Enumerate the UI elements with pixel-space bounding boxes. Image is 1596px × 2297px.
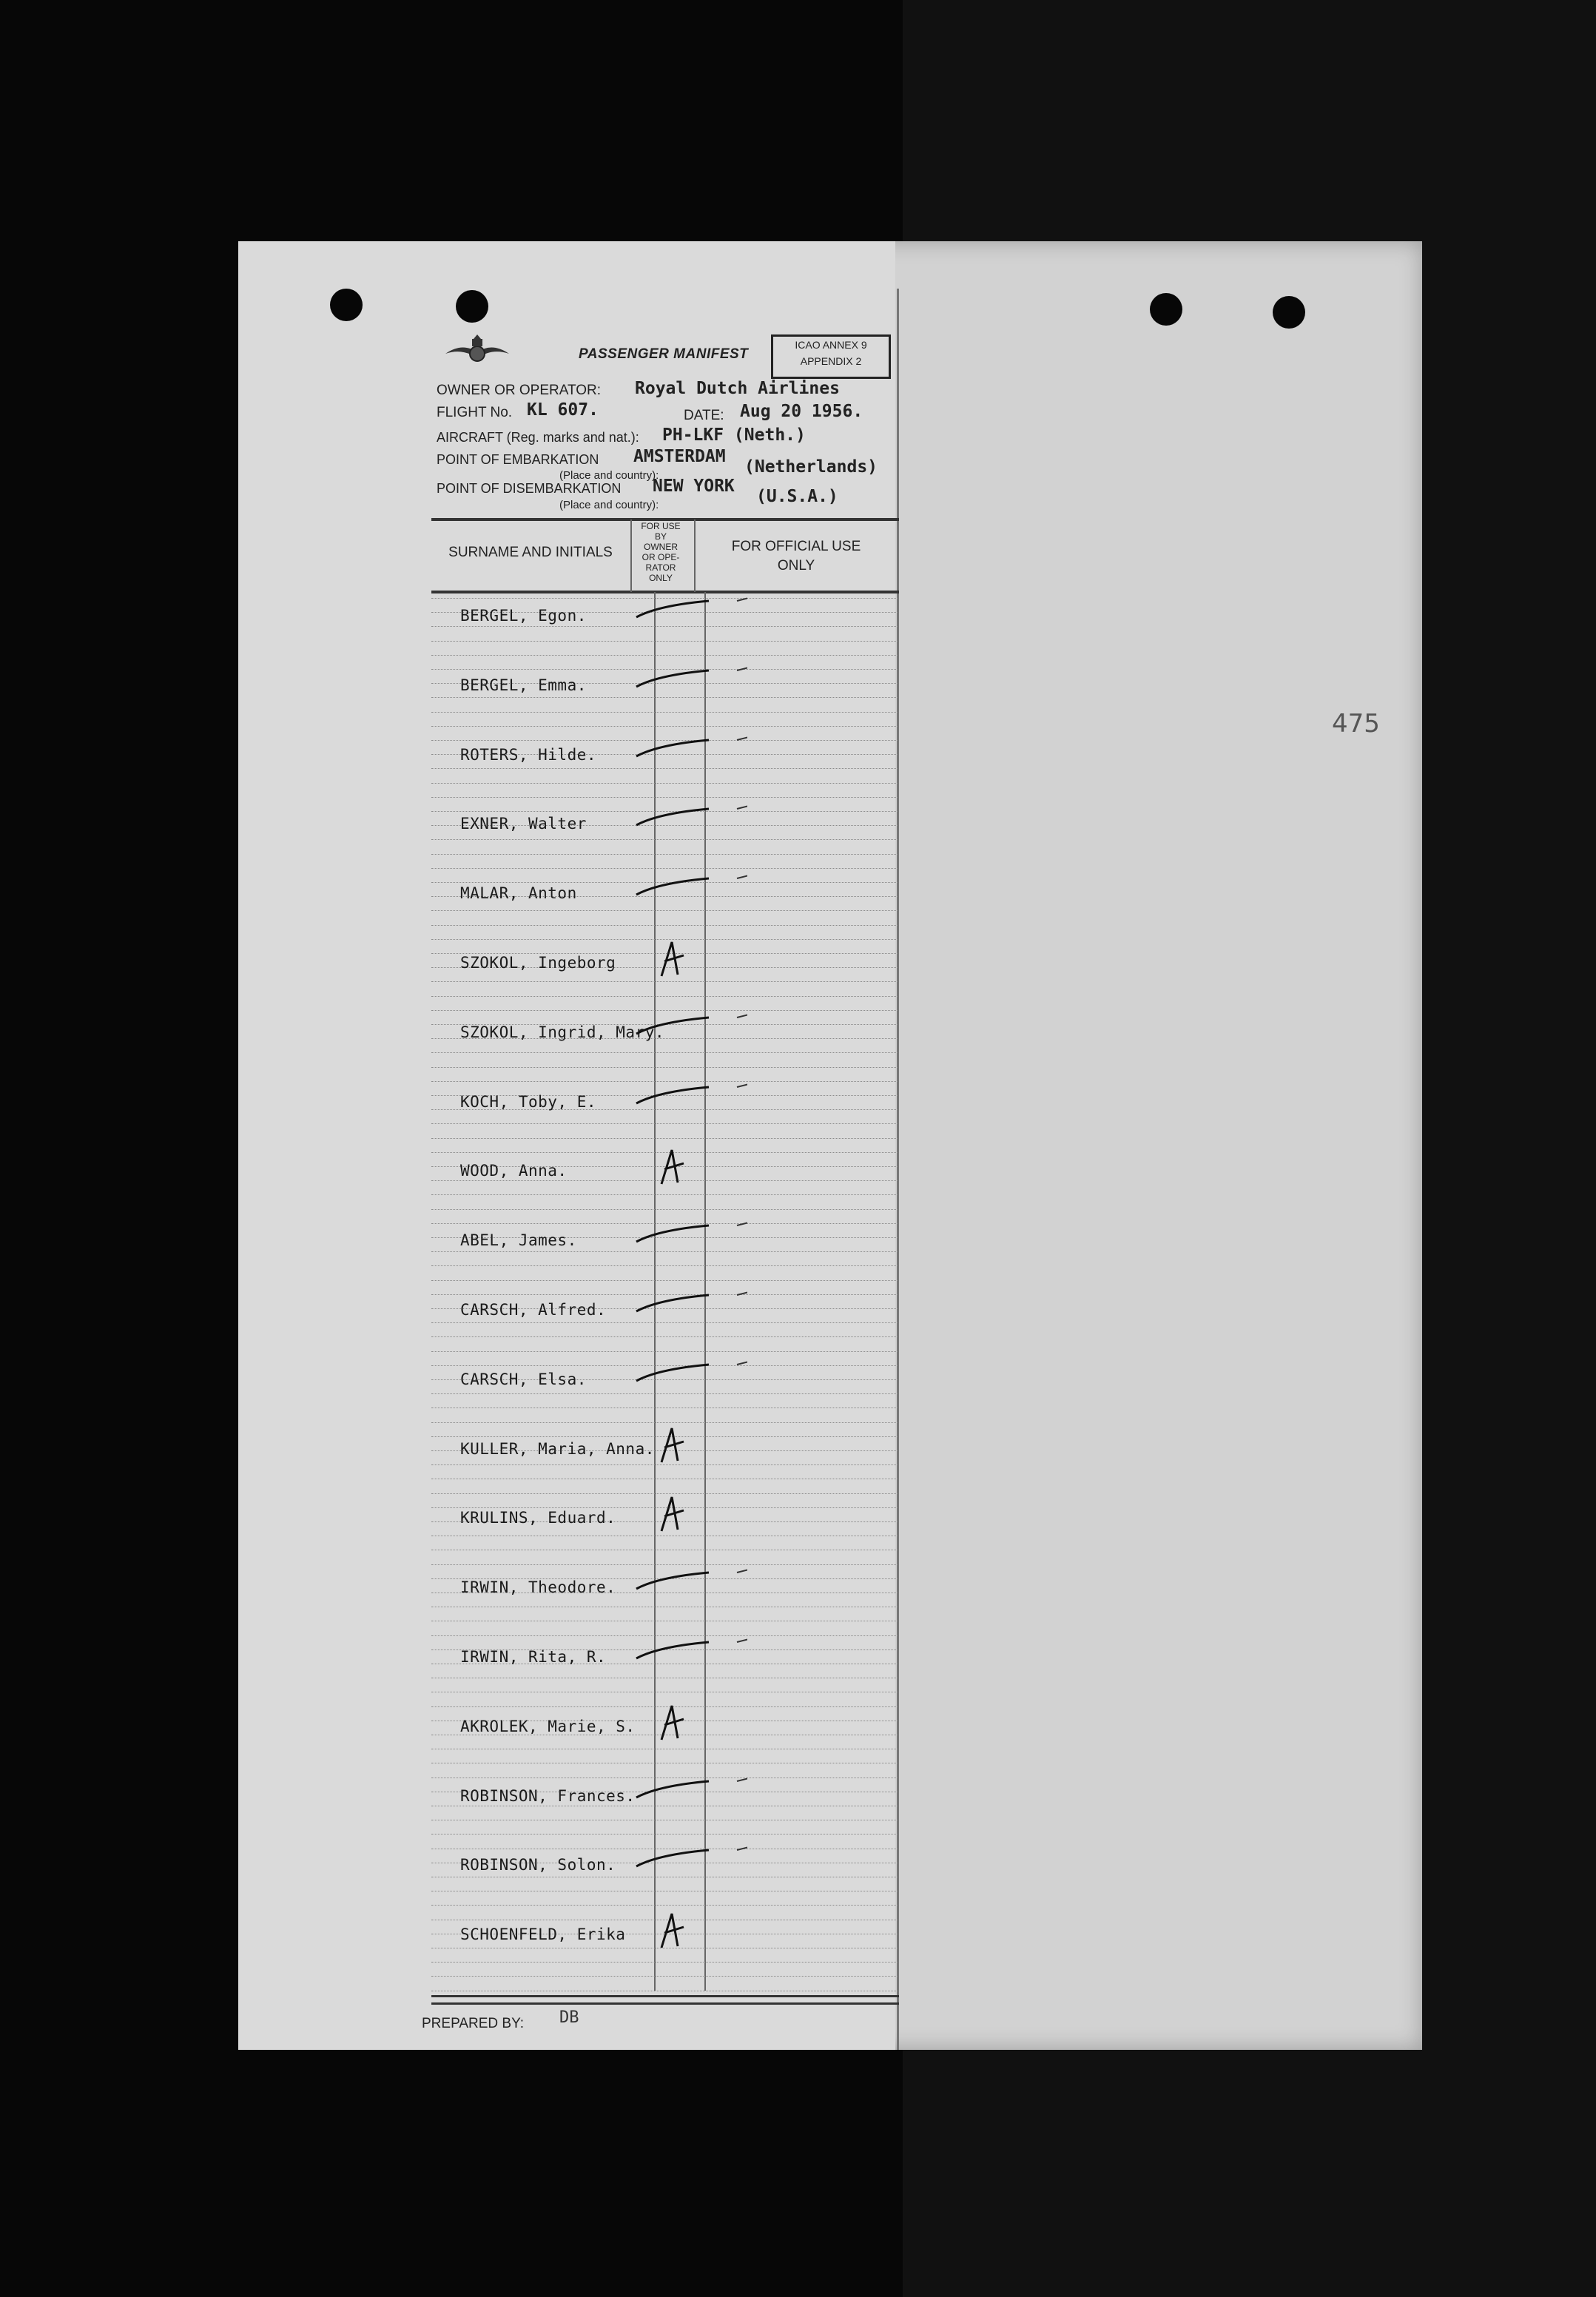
ruled-line <box>431 1123 898 1124</box>
check-mark <box>629 1285 747 1329</box>
official-use-line: ONLY <box>777 558 815 574</box>
check-mark <box>629 868 747 912</box>
ruled-line <box>431 1209 898 1210</box>
handwritten-a-mark <box>629 1701 747 1746</box>
disembarkation-value: NEW YORK <box>653 477 735 496</box>
disembarkation-country: (U.S.A.) <box>756 487 838 506</box>
owner-label: OWNER OR OPERATOR: <box>437 383 602 398</box>
passenger-name: BERGEL, Emma. <box>460 676 587 694</box>
owner-use-line: RATOR <box>645 562 676 573</box>
ruled-line <box>431 1052 898 1053</box>
official-use-column-header <box>696 537 897 576</box>
punch-hole <box>1273 296 1305 329</box>
check-mark <box>629 1077 747 1121</box>
ruled-line <box>431 1280 898 1281</box>
passenger-name: ABEL, James. <box>460 1231 577 1249</box>
ruled-line <box>431 726 898 727</box>
check-mark <box>629 1354 747 1399</box>
embarkation-value: AMSTERDAM <box>633 447 726 466</box>
handwritten-a-mark <box>629 938 747 982</box>
ruled-line <box>431 1336 898 1337</box>
official-use-line: FOR OFFICIAL USE <box>731 539 861 554</box>
table-bottom-rule <box>431 1995 899 1997</box>
ruled-line <box>431 1962 898 1963</box>
annex-line-2: APPENDIX 2 <box>800 355 862 367</box>
ruled-line <box>431 925 898 926</box>
ruled-line <box>431 712 898 713</box>
passenger-name: IRWIN, Theodore. <box>460 1578 616 1596</box>
passenger-name: EXNER, Walter <box>460 815 587 833</box>
ruled-line <box>431 1351 898 1352</box>
ruled-line <box>431 641 898 642</box>
handwritten-a-mark <box>629 1909 747 1954</box>
ruled-line <box>431 996 898 997</box>
ruled-line <box>431 1194 898 1195</box>
owner-use-line: ONLY <box>649 573 673 583</box>
passenger-name: ROBINSON, Frances. <box>460 1787 636 1805</box>
surname-column-header: SURNAME AND INITIALS <box>448 545 613 560</box>
embarkation-country: (Netherlands) <box>744 457 878 477</box>
check-mark <box>629 798 747 843</box>
punch-hole <box>456 290 488 323</box>
embarkation-label: POINT OF EMBARKATION <box>437 452 599 467</box>
owner-use-line: OR OPE- <box>642 552 680 562</box>
disembarkation-label: POINT OF DISEMBARKATION <box>437 481 622 496</box>
ruled-line <box>431 797 898 798</box>
page-number: 475 <box>1332 709 1380 739</box>
ruled-line <box>431 1265 898 1266</box>
passenger-name: IRWIN, Rita, R. <box>460 1648 607 1666</box>
aircraft-label: AIRCRAFT (Reg. marks and nat.): <box>437 430 639 445</box>
passenger-name: KULLER, Maria, Anna. <box>460 1440 655 1458</box>
check-mark <box>629 1007 747 1052</box>
ruled-line <box>431 1905 898 1906</box>
passenger-name: ROTERS, Hilde. <box>460 746 597 764</box>
date-label: DATE: <box>684 408 724 423</box>
handwritten-a-mark <box>629 1493 747 1537</box>
check-mark <box>629 1771 747 1815</box>
passenger-name: AKROLEK, Marie, S. <box>460 1718 636 1735</box>
table-bottom-rule <box>431 2002 899 2005</box>
ruled-line <box>431 1976 898 1977</box>
owner-use-line: BY <box>654 531 667 542</box>
passenger-name: SZOKOL, Ingrid, Mary. <box>460 1023 665 1041</box>
check-mark <box>629 1215 747 1260</box>
owner-value: Royal Dutch Airlines <box>635 379 840 398</box>
aircraft-value: PH-LKF (Neth.) <box>662 426 806 445</box>
handwritten-a-mark <box>629 1424 747 1468</box>
ruled-line <box>431 854 898 855</box>
place-note-2: (Place and country): <box>559 499 659 511</box>
manifest-form-area <box>238 241 895 2050</box>
date-value: Aug 20 1956. <box>740 402 863 421</box>
punch-hole <box>330 289 363 321</box>
form-title: PASSENGER MANIFEST <box>579 346 749 362</box>
punch-hole <box>1150 293 1182 326</box>
passenger-name: BERGEL, Egon. <box>460 607 587 625</box>
form-right-border <box>897 289 899 2050</box>
owner-use-line: OWNER <box>644 542 678 552</box>
passenger-name: ROBINSON, Solon. <box>460 1856 616 1874</box>
ruled-line <box>431 1067 898 1068</box>
passenger-name: KRULINS, Eduard. <box>460 1509 616 1527</box>
ruled-line <box>431 783 898 784</box>
ruled-line <box>431 1138 898 1139</box>
icao-annex-box <box>771 334 891 379</box>
flight-value: KL 607. <box>527 400 599 420</box>
check-mark <box>629 1632 747 1676</box>
flight-label: FLIGHT No. <box>437 405 513 420</box>
place-note: (Place and country): <box>559 469 659 482</box>
check-mark <box>629 730 747 774</box>
handwritten-a-mark <box>629 1146 747 1190</box>
ruled-line <box>431 1422 898 1423</box>
passenger-name: KOCH, Toby, E. <box>460 1093 597 1111</box>
passenger-name: CARSCH, Elsa. <box>460 1371 587 1388</box>
header-divider <box>694 519 696 592</box>
check-mark <box>629 1840 747 1884</box>
passenger-name: MALAR, Anton <box>460 884 577 902</box>
passenger-name: CARSCH, Alfred. <box>460 1301 607 1319</box>
passenger-name: SCHOENFELD, Erika <box>460 1926 626 1943</box>
passenger-name: SZOKOL, Ingeborg <box>460 954 616 972</box>
klm-logo-icon <box>444 334 511 370</box>
owner-use-column-header <box>630 521 691 583</box>
header-divider <box>630 519 632 592</box>
ruled-line <box>431 655 898 656</box>
annex-line-1: ICAO ANNEX 9 <box>795 339 867 351</box>
check-mark <box>629 660 747 704</box>
prepared-by-label: PREPARED BY: <box>422 2016 524 2031</box>
prepared-by-value: DB <box>559 2008 579 2027</box>
passenger-name: WOOD, Anna. <box>460 1162 568 1180</box>
check-mark <box>629 591 747 635</box>
check-mark <box>629 1562 747 1607</box>
owner-use-line: FOR USE <box>641 521 681 531</box>
